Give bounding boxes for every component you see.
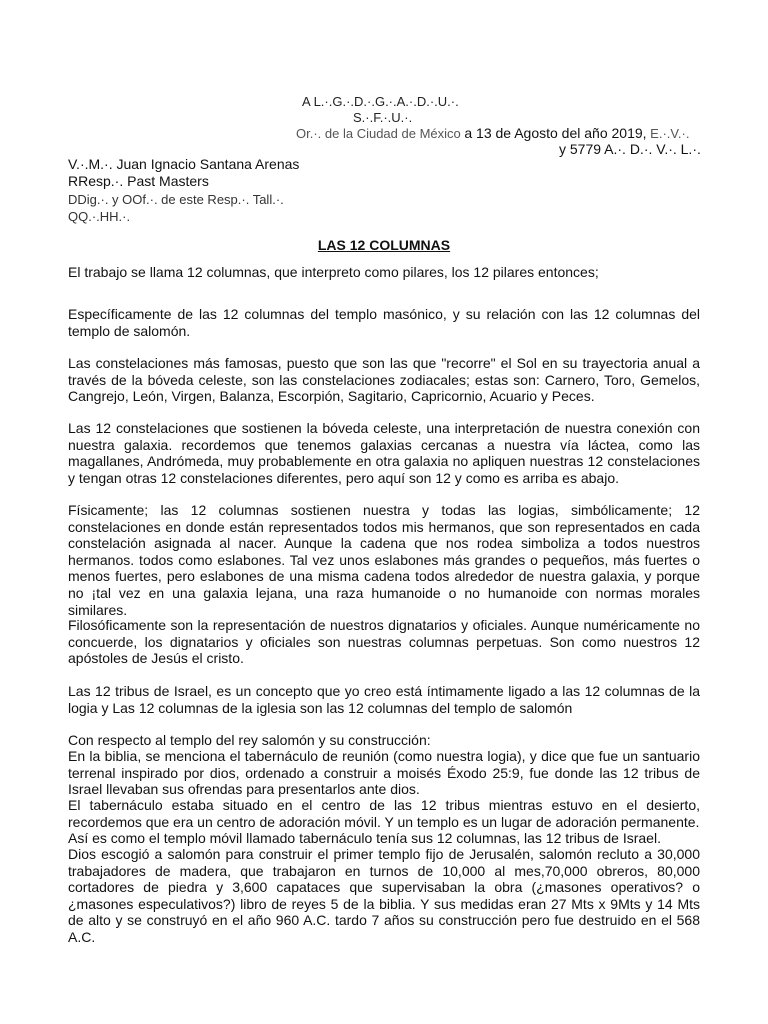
addressee-brothers: QQ.·.HH.·. — [68, 209, 131, 224]
header-invocation: A L.·.G.·.D.·.G.·.A.·.D.·.U.·. — [302, 94, 459, 109]
paragraph: Las constelaciones más famosas, puesto que son las que "recorre" el Sol en su trayectoria anual a través de la bóveda celeste, son las constelaciones zodiacales; estas son: Carnero, Toro, Gemelos, Cangrejo, León, Virgen, Balanza, Escorpión, Sagitario, Capricornio, Acuario y Peces. — [68, 355, 700, 405]
paragraph: El trabajo se llama 12 columnas, que interpreto como pilares, los 12 pilares entonces; — [68, 264, 599, 280]
header-year: y 5779 A.·. D.·. V.·. L.·. — [559, 141, 701, 157]
paragraph: Las 12 constelaciones que sostienen la bóveda celeste, una interpretación de nuestra conexión con nuestra galaxia. recordemos que tenemos galaxias cercanas a nuestra vía láctea, como las magallanes, Andrómeda, muy probablemente en otra galaxia no apliquen nuestras 12 constelaciones y tengan otras 12 constelaciones diferentes, pero aquí son 12 y como es arriba es abajo. — [68, 420, 700, 486]
paragraph: Dios escogió a salomón para construir el primer templo fijo de Jerusalén, salomón recluto a 30,000 trabajadores de madera, que trabajaron en turnos de 10,000 al mes,70,000 obreros, 80,000 cortadores de piedra y 3,600 capataces que supervisaban la obra (¿masones operativos? o ¿masones especulativos?) libro de reyes 5 de la biblia. Y sus medidas eran 27 Mts x 9Mts y 14 Mts de alto y se construyó en el año 960 A.C. tardo 7 años su construcción pero fue destruido en el 568 A.C. — [68, 846, 700, 945]
addressee-officers: DDig.·. y OOf.·. de este Resp.·. Tall.·. — [68, 192, 284, 207]
paragraph: En la biblia, se menciona el tabernáculo de reunión (como nuestra logia), y dice que fue un santuario terrenal inspirado por dios, ordenado a construir a moisés Éxodo 25:9, fue donde las 12 tribus de Israel llevaban sus ofrendas para presentarlos ante dios. — [68, 748, 700, 798]
paragraph: Con respecto al templo del rey salomón y su construcción: — [68, 732, 431, 748]
paragraph: Así es como el templo móvil llamado tabernáculo tenía sus 12 columnas, las 12 tribus de Israel. — [68, 830, 661, 846]
addressee-master: V.·.M.·. Juan Ignacio Santana Arenas — [68, 156, 300, 172]
addressee-past-masters: RResp.·. Past Masters — [68, 173, 209, 189]
paragraph: El tabernáculo estaba situado en el centro de las 12 tribus mientras estuvo en el desierto, recordemos que era un centro de adoración móvil. Y un templo es un lugar de adoración permanente. — [68, 797, 700, 830]
paragraph: Físicamente; las 12 columnas sostienen nuestra y todas las logias, simbólicamente; 12 constelaciones en donde están representados todos mis hermanos, que son representados en cada constelación asignada al nacer. Aunque la cadena que nos rodea simboliza a todos nuestros hermanos. todos como eslabones. Tal vez unos eslabones más grandes o pequeños, más fuertes o menos fuertes, pero eslabones de una misma cadena todos alrededor de nuestra galaxia, y porque no ¡tal vez en una galaxia lejana, una raza humanoide o no humanoide con normas morales similares. — [68, 502, 700, 618]
header-orient: Or.·. de la Ciudad de México — [296, 126, 461, 141]
document-title: LAS 12 COLUMNAS — [317, 237, 451, 253]
header-date: a 13 de Agosto del año 2019, — [464, 125, 647, 141]
header-motto: S.·.F.·.U.·. — [353, 110, 413, 125]
header-place-date — [296, 125, 689, 142]
paragraph: Filosóficamente son la representación de nuestros dignatarios y oficiales. Aunque numéricamente no concuerde, los dignatarios y oficiales son nuestras columnas perpetuas. Son como nuestros 12 apóstoles de Jesús el cristo. — [68, 617, 700, 667]
header-era: E.·.V.·. — [650, 126, 690, 141]
paragraph: Específicamente de las 12 columnas del templo masónico, y su relación con las 12 columnas del templo de salomón. — [68, 306, 700, 339]
paragraph: Las 12 tribus de Israel, es un concepto que yo creo está íntimamente ligado a las 12 columnas de la logia y Las 12 columnas de la iglesia son las 12 columnas del templo de salomón — [68, 683, 700, 716]
